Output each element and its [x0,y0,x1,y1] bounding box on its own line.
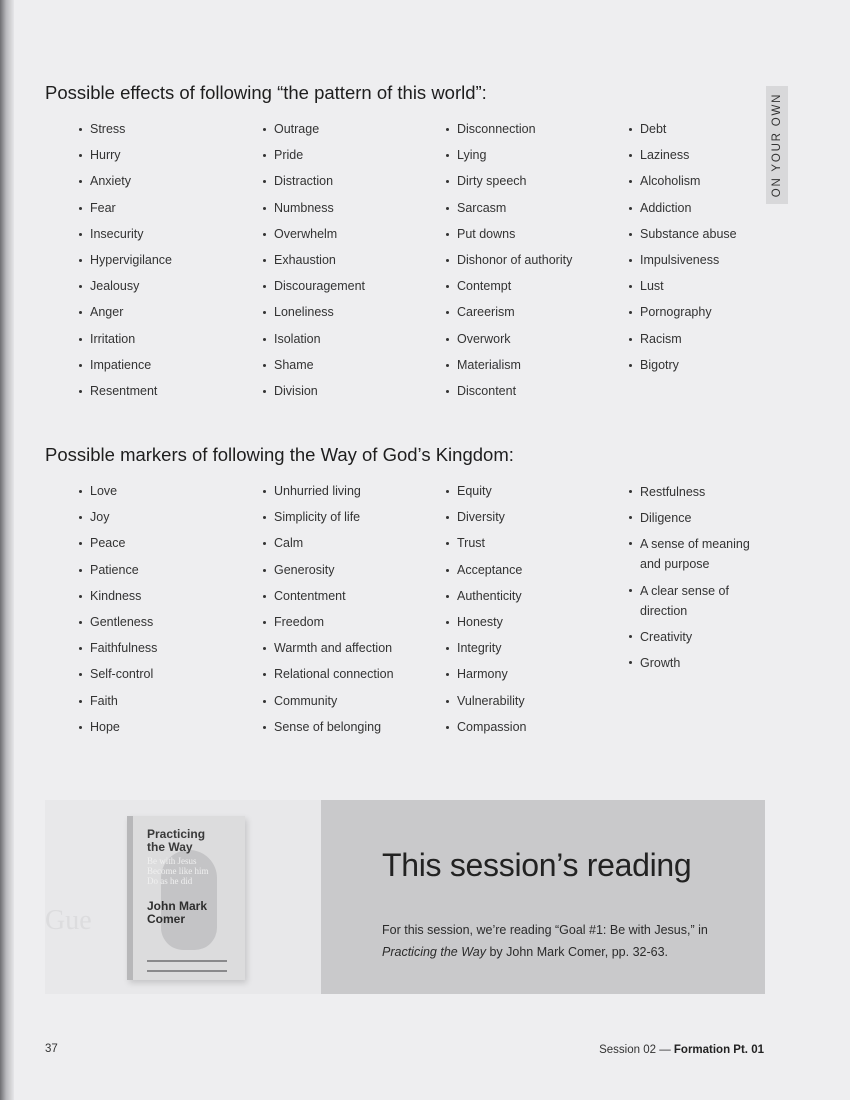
list-item: Discouragement [262,277,365,295]
list-item: Careerism [445,303,572,321]
list-item: Pornography [628,303,737,321]
list-item: Anxiety [78,172,172,190]
list-item: Vulnerability [445,692,526,710]
list-item: Calm [262,534,394,552]
list-item: Integrity [445,639,526,657]
reading-text-pages: by John Mark Comer, pp. 32-63. [485,944,669,959]
list-item: Bigotry [628,356,737,374]
list-item: Fear [78,199,172,217]
list-item: Hurry [78,146,172,164]
list-item: Impulsiveness [628,251,737,269]
list-item: Diligence [628,508,760,528]
list-item: Sarcasm [445,199,572,217]
list-item: Racism [628,330,737,348]
book-photo [45,800,321,994]
photo-background-lettering: Gue [45,905,92,936]
book-cover-subtitle: Be with Jesus Become like him Do as he did [147,856,209,886]
markers-column-2 [262,482,394,744]
list-item: Loneliness [262,303,365,321]
session-footer [599,1044,764,1056]
book-cover-author: John Mark Comer [147,899,208,926]
reading-description [382,919,752,963]
effects-column-3 [445,120,572,408]
list-item: Alcoholism [628,172,737,190]
book-cover-fine-print [147,960,227,972]
list-item: Materialism [445,356,572,374]
list-item: Isolation [262,330,365,348]
list-item: Contentment [262,587,394,605]
list-item: Creativity [628,627,760,647]
list-item: Resentment [78,382,172,400]
session-reading-box [45,800,765,994]
list-item: Warmth and affection [262,639,394,657]
list-item: Equity [445,482,526,500]
list-item: Put downs [445,225,572,243]
list-item: Harmony [445,665,526,683]
list-item: Joy [78,508,157,526]
list-item: Freedom [262,613,394,631]
section-title-pattern-of-world: Possible effects of following “the pattern of this world”: [45,82,487,103]
list-item: Dishonor of authority [445,251,572,269]
effects-column-1 [78,120,172,408]
list-item: Unhurried living [262,482,394,500]
list-item: Trust [445,534,526,552]
page-number: 37 [45,1043,58,1055]
list-item: Faith [78,692,157,710]
list-item: Disconnection [445,120,572,138]
list-item: Generosity [262,561,394,579]
list-item: Exhaustion [262,251,365,269]
list-item: Overwork [445,330,572,348]
list-item: Overwhelm [262,225,365,243]
list-item: Insecurity [78,225,172,243]
list-item: Growth [628,653,760,673]
list-item: Acceptance [445,561,526,579]
markers-column-4 [628,482,760,679]
list-item: Laziness [628,146,737,164]
list-item: Discontent [445,382,572,400]
side-tab-on-your-own [766,86,788,204]
side-tab-label: ON YOUR OWN [771,92,783,198]
markers-column-1 [78,482,157,744]
list-item: Substance abuse [628,225,737,243]
list-item: Simplicity of life [262,508,394,526]
list-item: Irritation [78,330,172,348]
list-item: Distraction [262,172,365,190]
list-item: Authenticity [445,587,526,605]
section-title-gods-kingdom: Possible markers of following the Way of God’s Kingdom: [45,444,514,465]
list-item: Jealousy [78,277,172,295]
session-part: Formation Pt. 01 [673,1044,764,1056]
list-item: Relational connection [262,665,394,683]
list-item: Pride [262,146,365,164]
list-item: Faithfulness [78,639,157,657]
list-item: Hope [78,718,157,736]
session-label: Session 02 — [599,1044,674,1056]
list-item: Dirty speech [445,172,572,190]
list-item: Self-control [78,665,157,683]
reading-book-title: Practicing the Way [382,944,486,959]
list-item: Compassion [445,718,526,736]
list-item: Sense of belonging [262,718,394,736]
list-item: Restfulness [628,482,760,502]
list-item: Lust [628,277,737,295]
list-item: Impatience [78,356,172,374]
book-cover-title: Practicing the Way [147,827,206,854]
list-item: Kindness [78,587,157,605]
list-item: Hypervigilance [78,251,172,269]
list-item: Anger [78,303,172,321]
list-item: Outrage [262,120,365,138]
list-item: Addiction [628,199,737,217]
list-item: A sense of meaning and purpose [628,534,760,574]
list-item: Debt [628,120,737,138]
list-item: Shame [262,356,365,374]
reading-heading: This session’s reading [382,847,692,883]
list-item: A clear sense of direction [628,581,760,621]
list-item: Lying [445,146,572,164]
list-item: Division [262,382,365,400]
list-item: Gentleness [78,613,157,631]
effects-column-4 [628,120,737,382]
markers-column-3 [445,482,526,744]
book-cover-image [127,816,245,980]
book-spine-shadow [0,0,14,1100]
list-item: Stress [78,120,172,138]
effects-column-2 [262,120,365,408]
list-item: Community [262,692,394,710]
list-item: Patience [78,561,157,579]
list-item: Peace [78,534,157,552]
reading-text-intro: For this session, we’re reading “Goal #1: Be with Jesus,” in [382,922,708,937]
list-item: Diversity [445,508,526,526]
list-item: Honesty [445,613,526,631]
list-item: Numbness [262,199,365,217]
list-item: Love [78,482,157,500]
list-item: Contempt [445,277,572,295]
